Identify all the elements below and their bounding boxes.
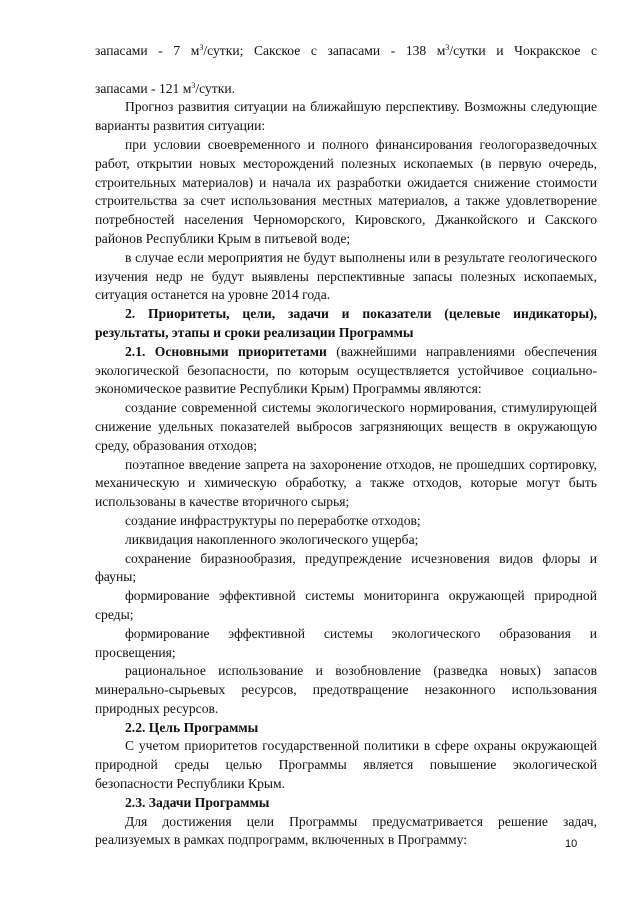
variant-1-paragraph: при условии своевременного и полного финансирования геологоразведочных работ, открытии новых месторождений полезных ископаемых (в первую очередь, строительных материалов) и начала их разработки ожидается снижение стоимости строительства за счет использования местных материалов, а также удовлетворение потребностей населения Черноморского, Кировского, Джанкойского и Сакского районов Республики Крым в питьевой воде; (95, 136, 597, 246)
section-2-3-text: Для достижения цели Программы предусматривается решение задач, реализуемых в рамках подпрограмм, включенных в Программу: (95, 813, 597, 848)
section-2-2-heading: 2.2. Цель Программы (125, 719, 259, 735)
section-2-heading: 2. Приоритеты, цели, задачи и показатели (целевые индикаторы), результаты, этапы и сроки реализации Программы (95, 306, 597, 340)
deposit-text: запасами - 7 м (95, 43, 200, 58)
section-2-2-text: С учетом приоритетов государственной политики в сфере охраны окружающей природной среды целью Программы является повышение экологической безопасности Республики Крым. (95, 738, 597, 792)
deposits-line-2 (95, 80, 597, 99)
priority-item: создание инфраструктуры по переработке отходов; (125, 512, 421, 528)
superscript: 3 (445, 43, 450, 52)
priority-item: формирование эффективной системы мониторинга окружающей природной среды; (95, 588, 597, 622)
variant-2-paragraph: в случае если мероприятия не будут выполнены или в результате геологического изучения недр не будут выявлены перспективные запасы полезных ископаемых, ситуация останется на уровне 2014 года. (95, 249, 597, 303)
priority-item: формирование эффективной системы экологического образования и просвещения; (95, 625, 597, 660)
section-2-1-paragraph (95, 343, 597, 399)
priority-item: поэтапное введение запрета на захоронение отходов, не прошедших сортировку, механическую и химическую обработку, а также отходов, которые могут быть использованы в качестве вторичного сырья; (95, 456, 597, 510)
forecast-paragraph: Прогноз развития ситуации на ближайшую перспективу. Возможны следующие варианты развития ситуации: (95, 99, 597, 134)
superscript: 3 (199, 43, 204, 52)
deposits-line-1 (95, 42, 597, 80)
deposit-text: /сутки; Сакское с запасами - 138 м (203, 43, 446, 58)
deposit-text: запасами - 121 м (95, 80, 192, 96)
deposit-text: /сутки. (195, 80, 236, 96)
superscript: 3 (191, 80, 196, 90)
priority-item: ликвидация накопленного экологического ущерба; (125, 531, 419, 547)
priority-item: создание современной системы экологического нормирования, стимулирующей снижение удельных показателей выбросов загрязняющих веществ в окружающую среду, образования отходов; (95, 400, 597, 453)
priority-item: сохранение биразнообразия, предупреждение исчезновения видов флоры и фауны; (95, 550, 597, 585)
section-2-3-heading: 2.3. Задачи Программы (125, 794, 270, 810)
section-2-1-lead: 2.1. Основными приоритетами (125, 343, 327, 359)
page-number: 10 (565, 838, 578, 850)
deposit-text: /сутки и Чокракское с (449, 43, 598, 58)
section-2-1-text: (важнейшими направлениями обеспечения экологической безопасности, по которым осуществляется устойчивое социально-экономическое развитие Республики Крым) Программы являются: (95, 343, 597, 397)
priority-item: рациональное использование и возобновление (разведка новых) запасов минерально-сырьевых ресурсов, предотвращение незаконного использования природных ресурсов. (95, 663, 597, 716)
document-body (95, 42, 597, 850)
